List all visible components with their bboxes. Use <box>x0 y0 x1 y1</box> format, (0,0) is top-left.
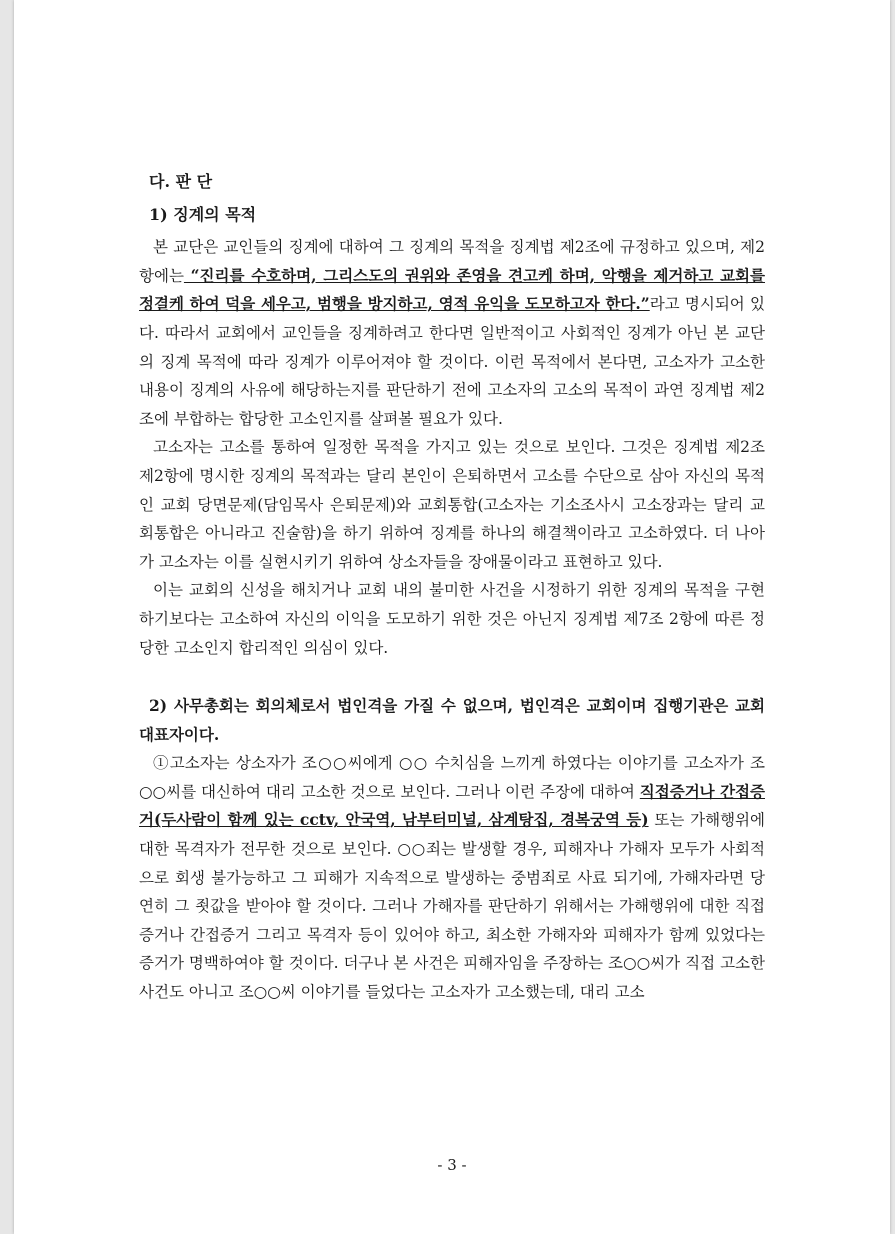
paragraph-1-quote: “진리를 수호하며, 그리스도의 권위와 존영을 견고케 하며, 악행을 제거하고 교회를 정결케 하여 덕을 세우고, 범행을 방지하고, 영적 유익을 도모하고자 한다.” <box>139 265 765 314</box>
subsection-title-2: 2) 사무총회는 회의체로서 법인격을 가질 수 없으며, 법인격은 교회이며 집행기관은 교회 대표자이다. <box>139 696 765 744</box>
paragraph-1-text-a: 본 교단은 교인들의 징계에 대하여 그 징계의 목적을 징계법 제2조에 규정하고 있으며, 제2항에는 <box>139 238 765 285</box>
document-body <box>139 168 765 1007</box>
paragraph-4-text-a: ①고소자는 상소자가 조○○씨에게 ○○ 수치심을 느끼게 하였다는 이야기를 고소자가 조○○씨를 대신하여 대리 고소한 것으로 보인다. 그러나 이런 주장에 대하여 <box>139 754 765 801</box>
page-number: - 3 - <box>437 1156 467 1174</box>
paragraph-2: 고소자는 고소를 통하여 일정한 목적을 가지고 있는 것으로 보인다. 그것은 징계법 제2조 제2항에 명시한 징계의 목적과는 달리 본인이 은퇴하면서 고소를 수단으로 삼아 자신의 목적인 교회 당면문제(담임목사 은퇴문제)와 교회통합(고소자는 기소조사시 고소장과는 달리 교회통합은 아니라고 진술함)을 하기 위하여 징계를 하나의 해결책이라고 고소하였다. 더 나아가 고소자는 이를 실현시키기 위하여 상소자들을 장애물이라고 표현하고 있다. <box>139 438 765 571</box>
subsection-title-1: 1) 징계의 목적 <box>149 204 257 224</box>
paragraph-1 <box>139 233 765 433</box>
paragraph-4 <box>139 749 765 1006</box>
paragraph-1-text-b: 라고 명시되어 있다. 따라서 교회에서 교인들을 징계하려고 한다면 일반적이고 사회적인 징계가 아닌 본 교단의 징계 목적에 따라 징계가 이루어져야 할 것이다. 이런 목적에서 본다면, 고소자가 고소한 내용이 징계의 사유에 해당하는지를 판단하기 전에 고소자의 고소의 목적이 과연 징계법 제2조에 부합하는 합당한 고소인지를 살펴볼 필요가 있다. <box>139 295 765 428</box>
section-heading: 다. 판 단 <box>149 172 213 191</box>
paragraph-3: 이는 교회의 신성을 해치거나 교회 내의 불미한 사건을 시정하기 위한 징계의 목적을 구현하기보다는 고소하여 자신의 이익을 도모하기 위한 것은 아닌지 징계법 제7조 2항에 따른 정당한 고소인지 합리적인 의심이 있다. <box>139 581 765 657</box>
paragraph-4-text-b: 또는 가해행위에 대한 목격자가 전무한 것으로 보인다. ○○죄는 발생할 경우, 피해자나 가해자 모두가 사회적으로 회생 불가능하고 그 피해가 지속적으로 발생하는 중범죄로 사료 되기에, 가해자라면 당연히 그 죗값을 받아야 할 것이다. 그러나 가해자를 판단하기 위해서는 가해행위에 대한 직접증거나 간접증거 그리고 목격자 등이 있어야 하고, 최소한 가해자와 피해자가 함께 있었다는 증거가 명백하여야 할 것이다. 더구나 본 사건은 피해자임을 주장하는 조○○씨가 직접 고소한 사건도 아니고 조○○씨 이야기를 들었다는 고소자가 고소했는데, 대리 고소 <box>139 811 765 1002</box>
paragraph-4-evidence: 직접증거나 간접증거(두사람이 함께 있는 cctv, 안국역, 남부터미널, 삼계탕집, 경복궁역 등) <box>139 781 765 830</box>
document-page <box>14 0 890 1234</box>
